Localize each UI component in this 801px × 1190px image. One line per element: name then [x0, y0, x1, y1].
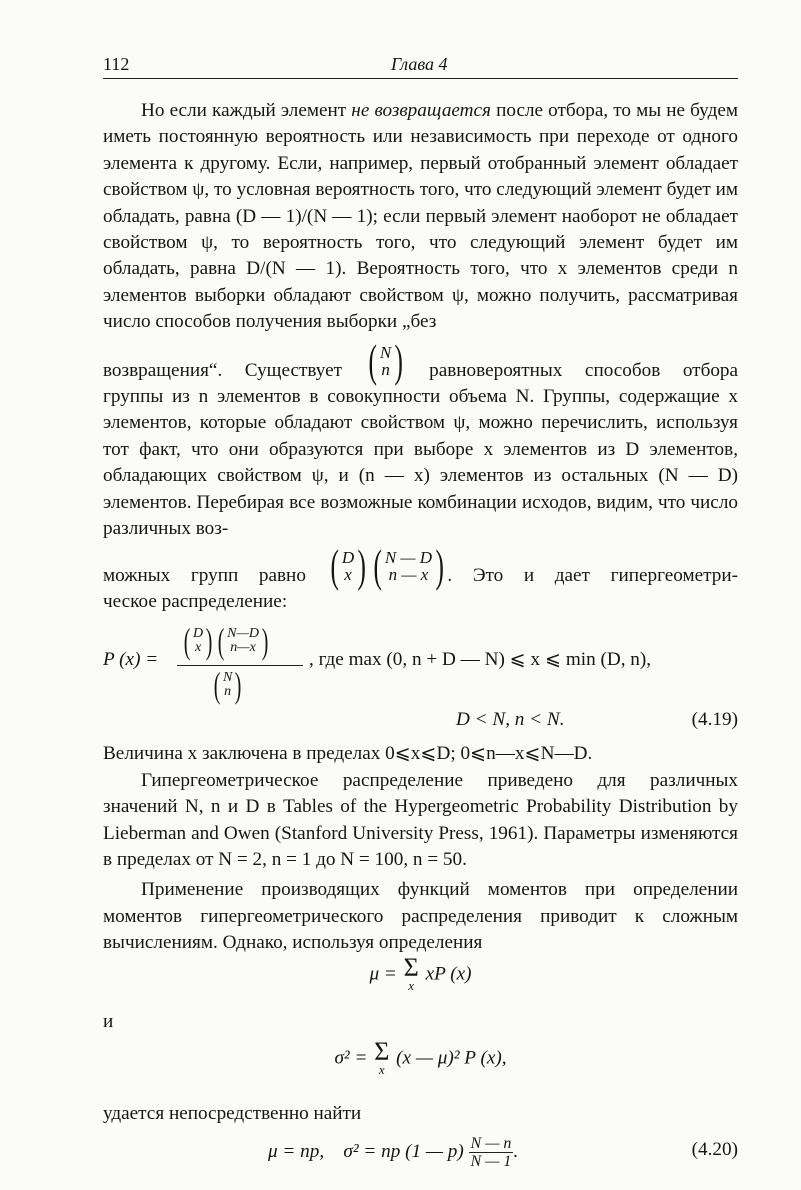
running-header	[103, 54, 738, 78]
binom-N-n: ( N n )	[368, 334, 404, 386]
paragraph-1b: группы из n элементов в совокупности объема N. Группы, содержащие x элементов, которые обладают свойством ψ, можно перечислить, используя тот факт, что они образуются при выборе x элементов из D элементов, обладающих свойством ψ, и (n — x) элементов из остальных (N — D) элементов. Перебирая все возможные комбинации исходов, видим, что число различных воз-	[103, 386, 738, 540]
paragraph-2: Величина x заключена в пределах 0⩽x⩽D; 0⩽n—x⩽N—D.	[103, 743, 593, 765]
header-rule	[103, 78, 738, 79]
equation-mu: μ = Σ x xP (x)	[369, 952, 472, 993]
chapter-title: Глава 4	[391, 54, 448, 74]
equation-4-20-expr: μ = np, σ² = np (1 — p) $\frac{N — n}{N — 1}$ .	[268, 1135, 519, 1171]
equation-4-20	[103, 1127, 738, 1171]
formula-lhs: P (x) =	[103, 649, 159, 671]
formula-inequality: D < N, n < N.	[456, 709, 565, 731]
binom-line-2: можных групп равно ( D x ) ( N — D n — x ) . Это и дает гипергеометри-	[103, 539, 738, 591]
paragraph-4: Применение производящих функций моментов при определении моментов гипергеометрического распределения приводит к сложным вычислениям. Однако, используя определения	[103, 879, 738, 954]
binom-D-x: ( D x )	[330, 539, 367, 591]
binom-line-1: возвращения“. Существует ( N n ) равновероятных способов отбора	[103, 334, 739, 386]
paragraph-5: удается непосредственно найти	[103, 1102, 362, 1124]
formula-numerator: ( D x ) ( N—D n—x )	[183, 621, 269, 662]
formula-4-19	[103, 621, 738, 707]
equation-number-4-20: (4.20)	[691, 1139, 738, 1161]
page-body	[103, 98, 739, 1171]
formula-denominator: ( N n )	[213, 665, 242, 706]
paragraph-3: Гипергеометрическое распределение приведено для различных значений N, n и D в Tables of the Hypergeometric Probability Distribution by Lieberman and Owen (Stanford University Press, 1961). Параметры изменяются в пределах от N = 2, n = 1 до N = 100, n = 50.	[103, 769, 738, 870]
emphasis-text: не возвращается	[351, 100, 491, 121]
page-number: 112	[103, 54, 130, 74]
formula-4-19-line2	[103, 707, 738, 737]
equation-number-4-19: (4.19)	[691, 709, 738, 731]
fraction-N-n: $\frac{N — n}{N — 1}$	[470, 1135, 512, 1171]
book-page	[103, 54, 739, 1171]
sum-sign: Σ x	[374, 1036, 390, 1077]
and-word: и	[103, 1010, 114, 1032]
sum-sign: Σ x	[403, 952, 419, 993]
formula-condition: , где max (0, n + D — N) ⩽ x ⩽ min (D, n),	[309, 649, 652, 671]
paragraph-1: Но если каждый элемент не возвращается после отбора, то мы не будем иметь постоянную вероятность или независимость при переходе от одного элемента к другому. Если, например, первый отобранный элемент обладает свойством ψ, то условная вероятность того, что следующий элемент будет им обладать, равна (D — 1)/(N — 1); если первый элемент наоборот не обладает свойством ψ, то вероятность того, что следующий элемент будет им обладать, равна D/(N — 1). Вероятность того, что x элементов среди n элементов выборки обладают свойством ψ, можно получить, рассматривая число способов получения выборки „без	[103, 100, 738, 333]
equation-sigma: σ² = Σ x (x — μ)² P (x),	[334, 1036, 507, 1077]
paragraph-1c: ческое распределение:	[103, 590, 288, 612]
binom-ND-nx: ( N — D n — x )	[372, 539, 444, 591]
